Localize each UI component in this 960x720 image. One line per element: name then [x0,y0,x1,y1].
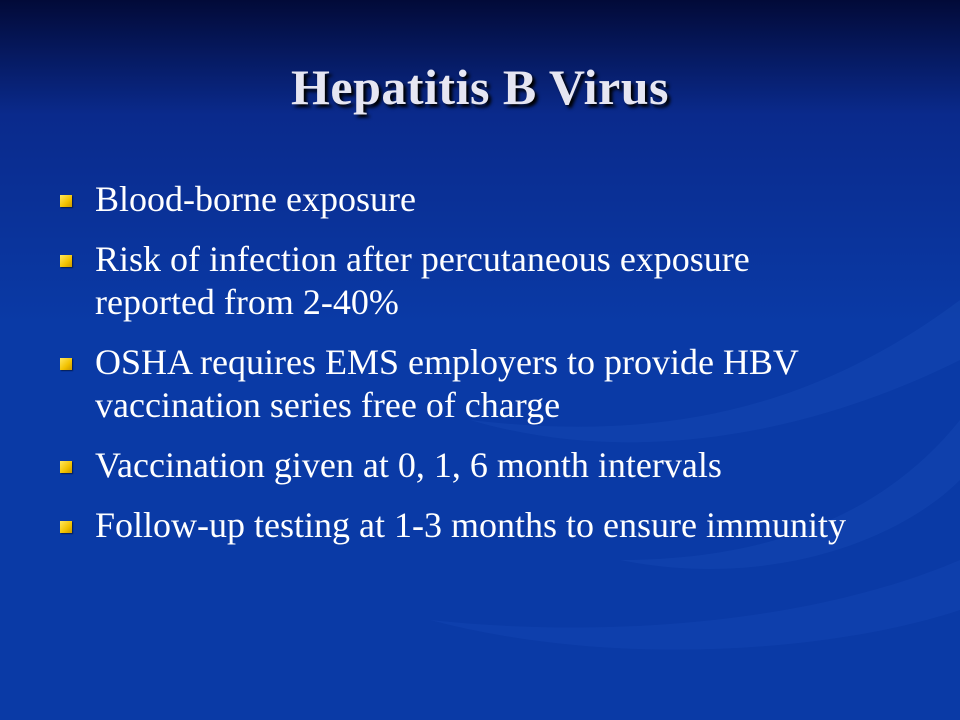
bullet-item [60,341,860,427]
bullet-text: Risk of infection after percutaneous exposure reported from 2-40% [95,239,750,322]
bullet-item [60,504,860,547]
bullet-text: Blood-borne exposure [95,179,416,219]
bullet-text: Vaccination given at 0, 1, 6 month intervals [95,445,722,485]
bullet-item [60,238,860,324]
bullet-text: OSHA requires EMS employers to provide HBV vaccination series free of charge [95,342,799,425]
square-bullet-icon [60,461,72,473]
square-bullet-icon [60,358,72,370]
bullet-text: Follow-up testing at 1-3 months to ensure immunity [95,505,846,545]
square-bullet-icon [60,195,72,207]
square-bullet-icon [60,255,72,267]
bullet-list [60,178,860,564]
bullet-item [60,178,860,221]
slide-title: Hepatitis B Virus [291,59,669,115]
bullet-item [60,444,860,487]
square-bullet-icon [60,521,72,533]
